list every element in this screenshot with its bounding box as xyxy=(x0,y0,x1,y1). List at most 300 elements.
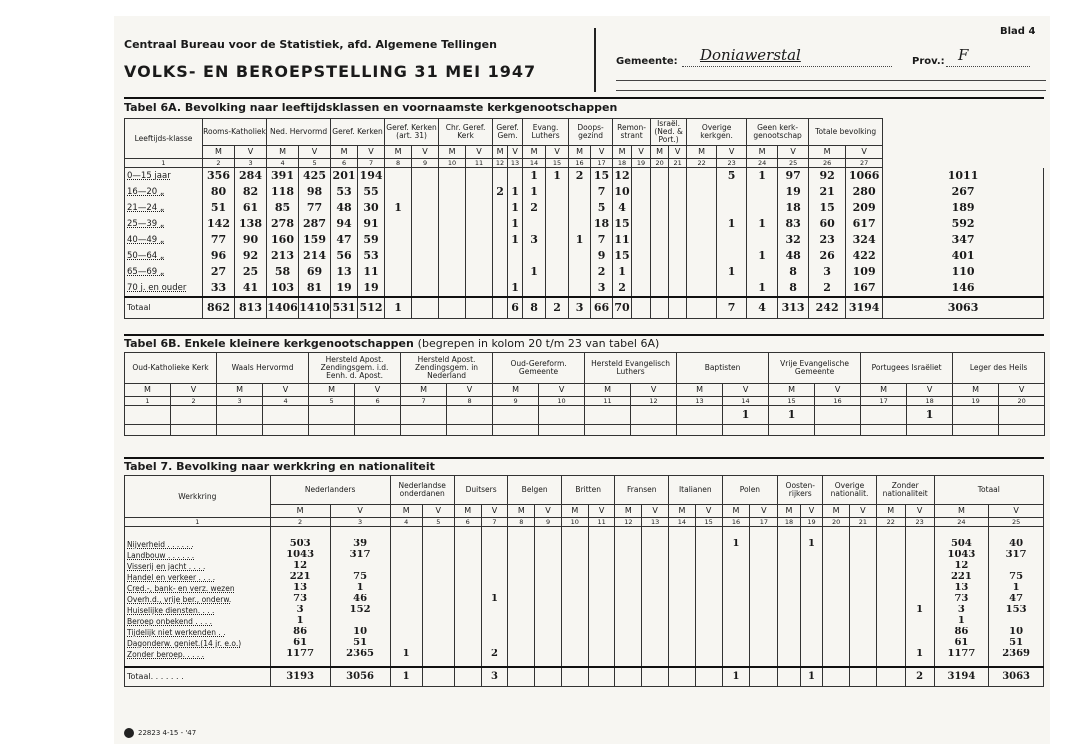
table-row xyxy=(125,168,1044,185)
female-header: V xyxy=(481,505,508,518)
total-cell xyxy=(422,667,454,687)
age-class-label: 70 j. en ouder xyxy=(125,280,203,297)
empty-cell xyxy=(905,660,934,667)
data-cell: 267 xyxy=(883,184,1044,200)
table-6b-title-main: Tabel 6B. Enkele kleinere kerkgenootschappen xyxy=(124,337,414,350)
data-cell xyxy=(466,280,493,297)
data-cell xyxy=(642,561,669,572)
header-rule xyxy=(616,90,1046,91)
column-number: 13 xyxy=(508,159,523,168)
empty-cell xyxy=(217,425,263,436)
column-number: 3 xyxy=(330,518,390,527)
column-number: 24 xyxy=(934,518,989,527)
data-cell xyxy=(481,605,508,616)
data-cell xyxy=(778,594,800,605)
data-cell xyxy=(722,605,750,616)
data-cell: 1 xyxy=(523,168,546,185)
male-header: M xyxy=(309,384,355,397)
column-number: 10 xyxy=(561,518,588,527)
total-cell xyxy=(454,667,481,687)
data-cell: 118 xyxy=(267,184,299,200)
total-cell: 8 xyxy=(523,297,546,319)
data-cell xyxy=(217,406,263,425)
data-cell xyxy=(669,605,696,616)
church-group-header: Oud-Gereform. Gemeente xyxy=(493,353,585,384)
data-cell: 51 xyxy=(989,638,1044,649)
data-cell: 15 xyxy=(614,249,630,263)
data-cell xyxy=(876,638,905,649)
data-cell xyxy=(800,561,823,572)
column-number: 27 xyxy=(846,159,883,168)
column-number: 11 xyxy=(466,159,493,168)
data-cell xyxy=(615,572,642,583)
female-header: V xyxy=(330,505,390,518)
total-label: Totaal xyxy=(125,297,203,319)
total-cell: 813 xyxy=(235,297,267,319)
data-cell: 159 xyxy=(299,232,331,248)
data-cell xyxy=(677,406,723,425)
column-number: 25 xyxy=(989,518,1044,527)
total-cell: 313 xyxy=(778,297,809,319)
total-cell: 512 xyxy=(358,297,385,319)
table-rule xyxy=(124,457,1044,459)
data-cell xyxy=(454,572,481,583)
data-cell: 98 xyxy=(299,184,331,200)
empty-cell xyxy=(695,660,722,667)
data-cell xyxy=(309,406,355,425)
data-cell: 39 xyxy=(330,539,390,550)
total-cell xyxy=(439,297,466,319)
empty-cell xyxy=(876,660,905,667)
data-cell: 8 xyxy=(778,264,809,280)
table-6a-group-header xyxy=(125,119,1044,146)
data-cell: 1 xyxy=(508,232,523,248)
table-row xyxy=(125,200,1044,216)
column-number: 12 xyxy=(493,159,508,168)
data-cell xyxy=(561,638,588,649)
column-number: 17 xyxy=(861,397,907,406)
data-cell xyxy=(695,605,722,616)
data-cell xyxy=(493,168,508,185)
data-cell xyxy=(439,248,466,264)
data-cell: 391 xyxy=(267,168,299,185)
data-cell xyxy=(546,248,569,264)
table-7-title: Tabel 7. Bevolking naar werkkring en nationaliteit xyxy=(124,460,435,473)
data-cell xyxy=(615,561,642,572)
table-row xyxy=(125,232,1044,248)
empty-cell xyxy=(561,660,588,667)
data-cell xyxy=(546,216,569,232)
religion-group-header: Rooms-Katholiek xyxy=(203,119,267,146)
data-cell xyxy=(390,605,422,616)
table-row xyxy=(125,184,1044,200)
column-number: 20 xyxy=(999,397,1045,406)
data-cell xyxy=(632,184,651,200)
male-header: M xyxy=(861,384,907,397)
data-cell: 1 xyxy=(905,605,934,616)
female-header: V xyxy=(539,384,585,397)
total-cell: 3 xyxy=(569,297,591,319)
data-cell xyxy=(750,583,778,594)
data-cell: 47 xyxy=(989,594,1044,605)
empty-cell xyxy=(850,660,877,667)
data-cell: 1 xyxy=(989,583,1044,594)
empty-cell xyxy=(481,660,508,667)
data-cell xyxy=(823,572,850,583)
column-number: 19 xyxy=(632,159,651,168)
data-cell xyxy=(905,561,934,572)
data-cell xyxy=(651,184,669,200)
data-cell xyxy=(823,649,850,660)
column-number: 23 xyxy=(905,518,934,527)
data-cell xyxy=(588,572,615,583)
empty-cell xyxy=(481,527,508,540)
male-header: M xyxy=(778,505,800,518)
table-row xyxy=(125,649,1044,660)
prov-label: Prov.: xyxy=(912,56,945,67)
data-cell: 146 xyxy=(883,280,1044,297)
data-cell xyxy=(263,406,309,425)
data-cell xyxy=(823,550,850,561)
data-cell xyxy=(800,638,823,649)
data-cell: 1 xyxy=(747,168,778,185)
nationality-group-header: Fransen xyxy=(615,476,669,505)
data-cell: 1066 xyxy=(846,168,883,185)
data-cell xyxy=(535,583,562,594)
data-cell: 1 xyxy=(508,184,523,200)
male-header: M xyxy=(876,505,905,518)
data-cell xyxy=(778,616,800,627)
female-header: V xyxy=(815,384,861,397)
data-cell xyxy=(669,649,696,660)
data-cell xyxy=(588,539,615,550)
table-row xyxy=(125,583,1044,594)
data-cell: 51 xyxy=(203,200,235,216)
data-cell xyxy=(535,638,562,649)
data-cell: 19 xyxy=(358,280,385,297)
column-number: 2 xyxy=(270,518,330,527)
female-header: V xyxy=(535,505,562,518)
data-cell xyxy=(412,264,439,280)
column-number: 1 xyxy=(125,159,203,168)
column-number: 18 xyxy=(778,518,800,527)
data-cell: 1 xyxy=(546,168,569,185)
male-header: M xyxy=(125,384,171,397)
total-cell xyxy=(876,667,905,687)
data-cell xyxy=(454,539,481,550)
data-cell xyxy=(561,539,588,550)
column-number: 10 xyxy=(439,159,466,168)
column-number: 6 xyxy=(331,159,358,168)
data-cell xyxy=(642,616,669,627)
data-cell xyxy=(561,594,588,605)
empty-cell xyxy=(263,425,309,436)
empty-cell xyxy=(422,527,454,540)
female-header: V xyxy=(546,146,569,159)
total-cell: 1 xyxy=(800,667,823,687)
data-cell xyxy=(750,550,778,561)
data-cell xyxy=(642,572,669,583)
table-7-colnum-row xyxy=(125,518,1044,527)
data-cell xyxy=(876,550,905,561)
data-cell xyxy=(615,605,642,616)
data-cell: 75 xyxy=(989,572,1044,583)
age-class-label: 40—49 „ xyxy=(125,232,203,248)
male-header: M xyxy=(569,146,591,159)
female-header: V xyxy=(263,384,309,397)
data-cell xyxy=(412,200,439,216)
data-cell xyxy=(905,583,934,594)
age-class-label: 16—20 „ xyxy=(125,184,203,200)
data-cell xyxy=(823,583,850,594)
footer-code: 22823 4-15 - '47 xyxy=(138,729,197,737)
total-cell: 531 xyxy=(331,297,358,319)
total-cell: 242 xyxy=(809,297,846,319)
data-cell: 90 xyxy=(235,232,267,248)
data-cell: 18 xyxy=(778,200,809,216)
table-row xyxy=(125,216,1044,232)
column-number: 26 xyxy=(809,159,846,168)
column-number: 10 xyxy=(539,397,585,406)
total-cell: 70 xyxy=(613,297,632,319)
data-cell xyxy=(508,539,535,550)
data-cell xyxy=(454,594,481,605)
data-cell xyxy=(750,638,778,649)
data-cell xyxy=(953,406,999,425)
column-number: 22 xyxy=(687,159,717,168)
empty-cell xyxy=(722,660,750,667)
data-cell xyxy=(588,561,615,572)
column-number: 18 xyxy=(613,159,632,168)
data-cell: 214 xyxy=(299,248,331,264)
data-cell xyxy=(632,248,651,264)
data-cell xyxy=(850,561,877,572)
empty-cell xyxy=(800,527,823,540)
total-cell xyxy=(778,667,800,687)
publisher-logo-icon xyxy=(124,728,134,738)
religion-group-header: Chr. Geref. Kerk xyxy=(439,119,493,146)
female-header: V xyxy=(588,505,615,518)
data-cell xyxy=(642,605,669,616)
empty-cell xyxy=(823,660,850,667)
data-cell xyxy=(535,594,562,605)
data-cell xyxy=(823,561,850,572)
empty-cell xyxy=(125,660,271,667)
data-cell: 138 xyxy=(235,216,267,232)
sheet-number: Blad 4 xyxy=(1000,26,1036,37)
data-cell xyxy=(588,649,615,660)
data-cell xyxy=(750,649,778,660)
male-header: M xyxy=(651,146,669,159)
nationality-group-header: Duitsers xyxy=(454,476,508,505)
column-number: 21 xyxy=(850,518,877,527)
empty-cell xyxy=(642,660,669,667)
table-row xyxy=(125,539,1044,550)
data-cell: 12 xyxy=(934,561,989,572)
empty-cell xyxy=(850,527,877,540)
religion-group-header: Geref. Kerken xyxy=(331,119,385,146)
empty-cell xyxy=(270,660,330,667)
total-cell: 1 xyxy=(390,667,422,687)
work-sector-label: Dagonderw. geniet.(14 jr. e.o.) xyxy=(125,638,271,649)
data-cell xyxy=(800,616,823,627)
empty-cell xyxy=(778,527,800,540)
data-cell xyxy=(651,232,669,248)
empty-cell xyxy=(722,527,750,540)
data-cell xyxy=(669,539,696,550)
total-cell: 1406 xyxy=(267,297,299,319)
data-cell xyxy=(454,550,481,561)
work-sector-label: Landbouw . . . . . . xyxy=(125,550,271,561)
data-cell xyxy=(642,594,669,605)
data-cell: 15 xyxy=(591,168,613,185)
data-cell: 3 xyxy=(523,232,546,248)
data-cell: 153 xyxy=(989,605,1044,616)
male-header: M xyxy=(390,505,422,518)
data-cell xyxy=(695,616,722,627)
male-header: M xyxy=(454,505,481,518)
table-6b xyxy=(124,352,1045,436)
data-cell xyxy=(125,406,171,425)
data-cell xyxy=(669,184,687,200)
work-sector-label: Tijdelijk niet werkenden . . xyxy=(125,627,271,638)
column-number: 13 xyxy=(677,397,723,406)
data-cell: 280 xyxy=(846,184,883,200)
data-cell xyxy=(561,605,588,616)
data-cell: 9 xyxy=(591,248,613,264)
column-number: 3 xyxy=(217,397,263,406)
total-cell xyxy=(466,297,493,319)
spacer-row xyxy=(125,527,1044,540)
data-cell: 2 xyxy=(481,649,508,660)
female-header: V xyxy=(907,384,953,397)
data-cell: 3 xyxy=(934,605,989,616)
table-6b-colnum-row xyxy=(125,397,1045,406)
table-row xyxy=(125,561,1044,572)
data-cell xyxy=(695,583,722,594)
data-cell xyxy=(717,280,747,297)
data-cell: 15 xyxy=(614,217,630,231)
empty-cell xyxy=(125,527,271,540)
data-cell: 86 xyxy=(270,627,330,638)
data-cell: 284 xyxy=(235,168,267,185)
data-cell xyxy=(390,616,422,627)
data-cell xyxy=(385,184,412,200)
data-cell: 1 xyxy=(747,216,778,232)
data-cell xyxy=(800,550,823,561)
data-cell: 2 xyxy=(591,264,613,280)
data-cell: 81 xyxy=(299,280,331,297)
data-cell: 10 xyxy=(989,627,1044,638)
total-cell xyxy=(687,297,717,319)
church-group-header: Hersteld Apost. Zendingsgem. i.d. Eenh. d. Apost. xyxy=(309,353,401,384)
empty-cell xyxy=(585,425,631,436)
empty-cell xyxy=(330,527,390,540)
female-header: V xyxy=(989,505,1044,518)
data-cell xyxy=(454,605,481,616)
data-cell xyxy=(747,184,778,200)
total-cell: 2 xyxy=(905,667,934,687)
religion-group-header: Totale bevolking xyxy=(809,119,883,146)
empty-cell xyxy=(989,527,1044,540)
table-6a-colnum-row xyxy=(125,159,1044,168)
data-cell: 1 xyxy=(508,216,523,232)
data-cell xyxy=(642,583,669,594)
data-cell xyxy=(454,627,481,638)
column-number: 25 xyxy=(778,159,809,168)
data-cell xyxy=(466,216,493,232)
data-cell: 92 xyxy=(809,168,846,185)
data-cell xyxy=(687,200,717,216)
table-rule xyxy=(124,334,1044,336)
data-cell: 4 xyxy=(613,200,632,216)
column-number: 8 xyxy=(447,397,493,406)
data-cell xyxy=(800,572,823,583)
data-cell xyxy=(422,638,454,649)
column-number: 4 xyxy=(390,518,422,527)
nationality-group-header: Totaal xyxy=(934,476,1043,505)
data-cell xyxy=(989,616,1044,627)
female-header: V xyxy=(447,384,493,397)
total-cell: 3 xyxy=(481,667,508,687)
column-number: 9 xyxy=(535,518,562,527)
data-cell xyxy=(722,616,750,627)
data-cell: 10 xyxy=(330,627,390,638)
empty-cell xyxy=(401,425,447,436)
data-cell xyxy=(493,406,539,425)
church-group-header: Portugees Israëliet xyxy=(861,353,953,384)
table-7-group-header xyxy=(125,476,1044,505)
column-number: 4 xyxy=(267,159,299,168)
table-row xyxy=(125,264,1044,280)
data-cell: 53 xyxy=(331,184,358,200)
organization-name: Centraal Bureau voor de Statistiek, afd. Algemene Tellingen xyxy=(124,38,497,51)
empty-cell xyxy=(723,425,769,436)
column-number: 16 xyxy=(722,518,750,527)
data-cell: 209 xyxy=(846,200,883,216)
total-label: Totaal. . . . . . . xyxy=(125,667,271,687)
data-cell: 19 xyxy=(778,184,809,200)
table-6b-subtitle: (begrepen in kolom 20 t/m 23 van tabel 6A) xyxy=(417,337,660,350)
total-cell xyxy=(632,297,651,319)
data-cell: 48 xyxy=(331,200,358,216)
data-cell xyxy=(722,594,750,605)
data-cell: 1 xyxy=(747,248,778,264)
data-cell xyxy=(546,232,569,248)
data-cell: 61 xyxy=(235,200,267,216)
data-cell: 18 xyxy=(591,216,613,232)
total-cell: 3063 xyxy=(883,297,1044,319)
empty-cell xyxy=(454,660,481,667)
data-cell xyxy=(850,594,877,605)
data-cell xyxy=(454,583,481,594)
work-sector-label: Huiselijke diensten. . . . xyxy=(125,605,271,616)
data-cell: 201 xyxy=(331,168,358,185)
data-cell xyxy=(535,649,562,660)
data-cell xyxy=(493,232,508,248)
data-cell xyxy=(481,638,508,649)
table-6b-title xyxy=(124,337,659,350)
empty-cell xyxy=(642,527,669,540)
data-cell xyxy=(876,572,905,583)
data-cell xyxy=(390,638,422,649)
column-number: 15 xyxy=(695,518,722,527)
data-cell: 2 xyxy=(523,200,546,216)
data-cell xyxy=(717,232,747,248)
data-cell: 2 xyxy=(569,168,591,185)
female-header: V xyxy=(717,146,747,159)
data-cell: 1 xyxy=(613,264,632,280)
